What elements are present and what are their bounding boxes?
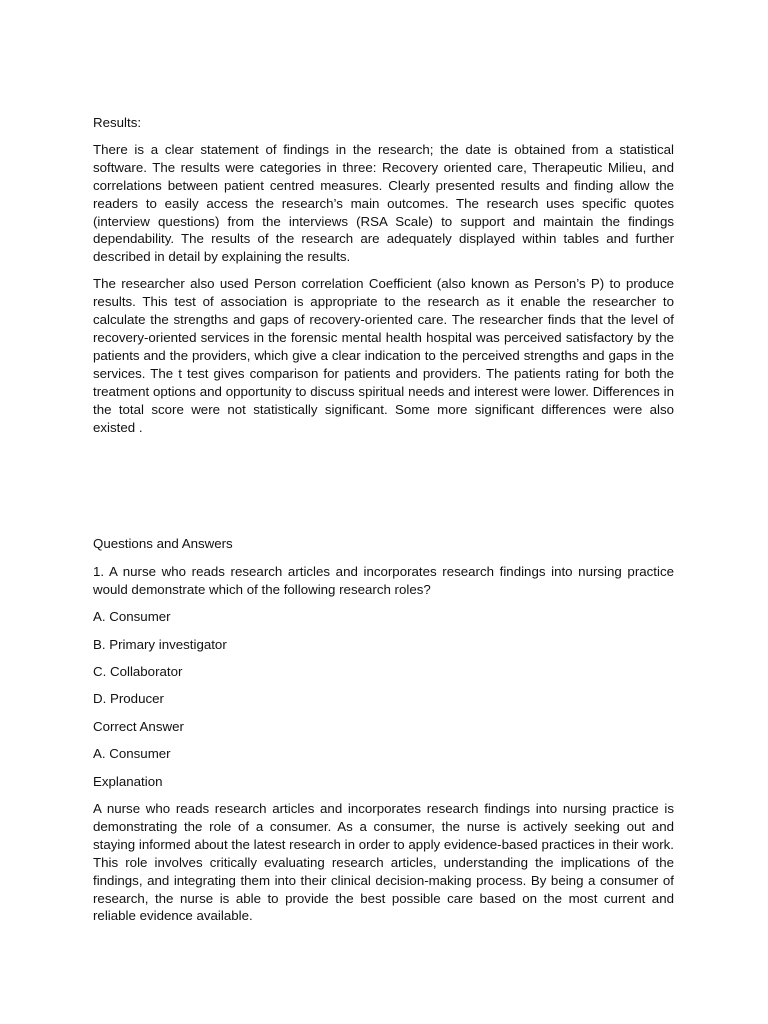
results-paragraph-1: There is a clear statement of findings in the research; the date is obtained from a statistical software. The results were categories in three: Recovery oriented care, Therapeutic Milieu, and correlations between patient centred measures. Clearly presented results and finding allow the readers to easily access the research’s main outcomes. The research uses specific quotes (interview questions) from the interviews (RSA Scale) to support and maintain the findings dependability. The results of the research are adequately displayed within tables and further described in detail by explaining the results. xyxy=(93,141,674,265)
document-page xyxy=(93,114,674,935)
results-paragraph-2: The researcher also used Person correlation Coefficient (also known as Person’s P) to produce results. This test of association is appropriate to the research as it enable the researcher to calculate the strengths and gaps of recovery-oriented care. The researcher finds that the level of recovery-oriented services in the forensic mental health hospital was perceived satisfactory by the patients and the providers, which give a clear indication to the perceived strengths and gaps in the services. The t test gives comparison for patients and providers. The patients rating for both the treatment options and opportunity to discuss spiritual needs and interest were lower. Differences in the total score were not statistically significant. Some more significant differences were also existed . xyxy=(93,276,674,435)
results-heading: Results: xyxy=(93,115,142,130)
question-text: 1. A nurse who reads research articles and incorporates research findings into nursing practice would demonstrate which of the following research roles? xyxy=(93,563,674,597)
option-a: A. Consumer xyxy=(93,609,171,625)
option-c: C. Collaborator xyxy=(93,663,183,679)
explanation-text: A nurse who reads research articles and incorporates research findings into nursing practice is demonstrating the role of a consumer. As a consumer, the nurse is actively seeking out and staying informed about the latest research in order to apply evidence-based practices in their work. This role involves critically evaluating research articles, understanding the implications of the findings, and integrating them into their clinical decision-making process. By being a consumer of research, the nurse is able to provide the best possible care based on the most current and reliable evidence available. xyxy=(93,800,674,924)
correct-answer-value: A. Consumer xyxy=(93,746,171,762)
correct-answer-label: Correct Answer xyxy=(93,718,184,734)
section-gap xyxy=(93,445,674,535)
qa-section xyxy=(93,535,674,925)
results-section xyxy=(93,114,674,436)
option-d: D. Producer xyxy=(93,691,164,707)
explanation-label: Explanation xyxy=(93,773,163,789)
qa-heading: Questions and Answers xyxy=(93,536,233,552)
option-b: B. Primary investigator xyxy=(93,636,227,652)
